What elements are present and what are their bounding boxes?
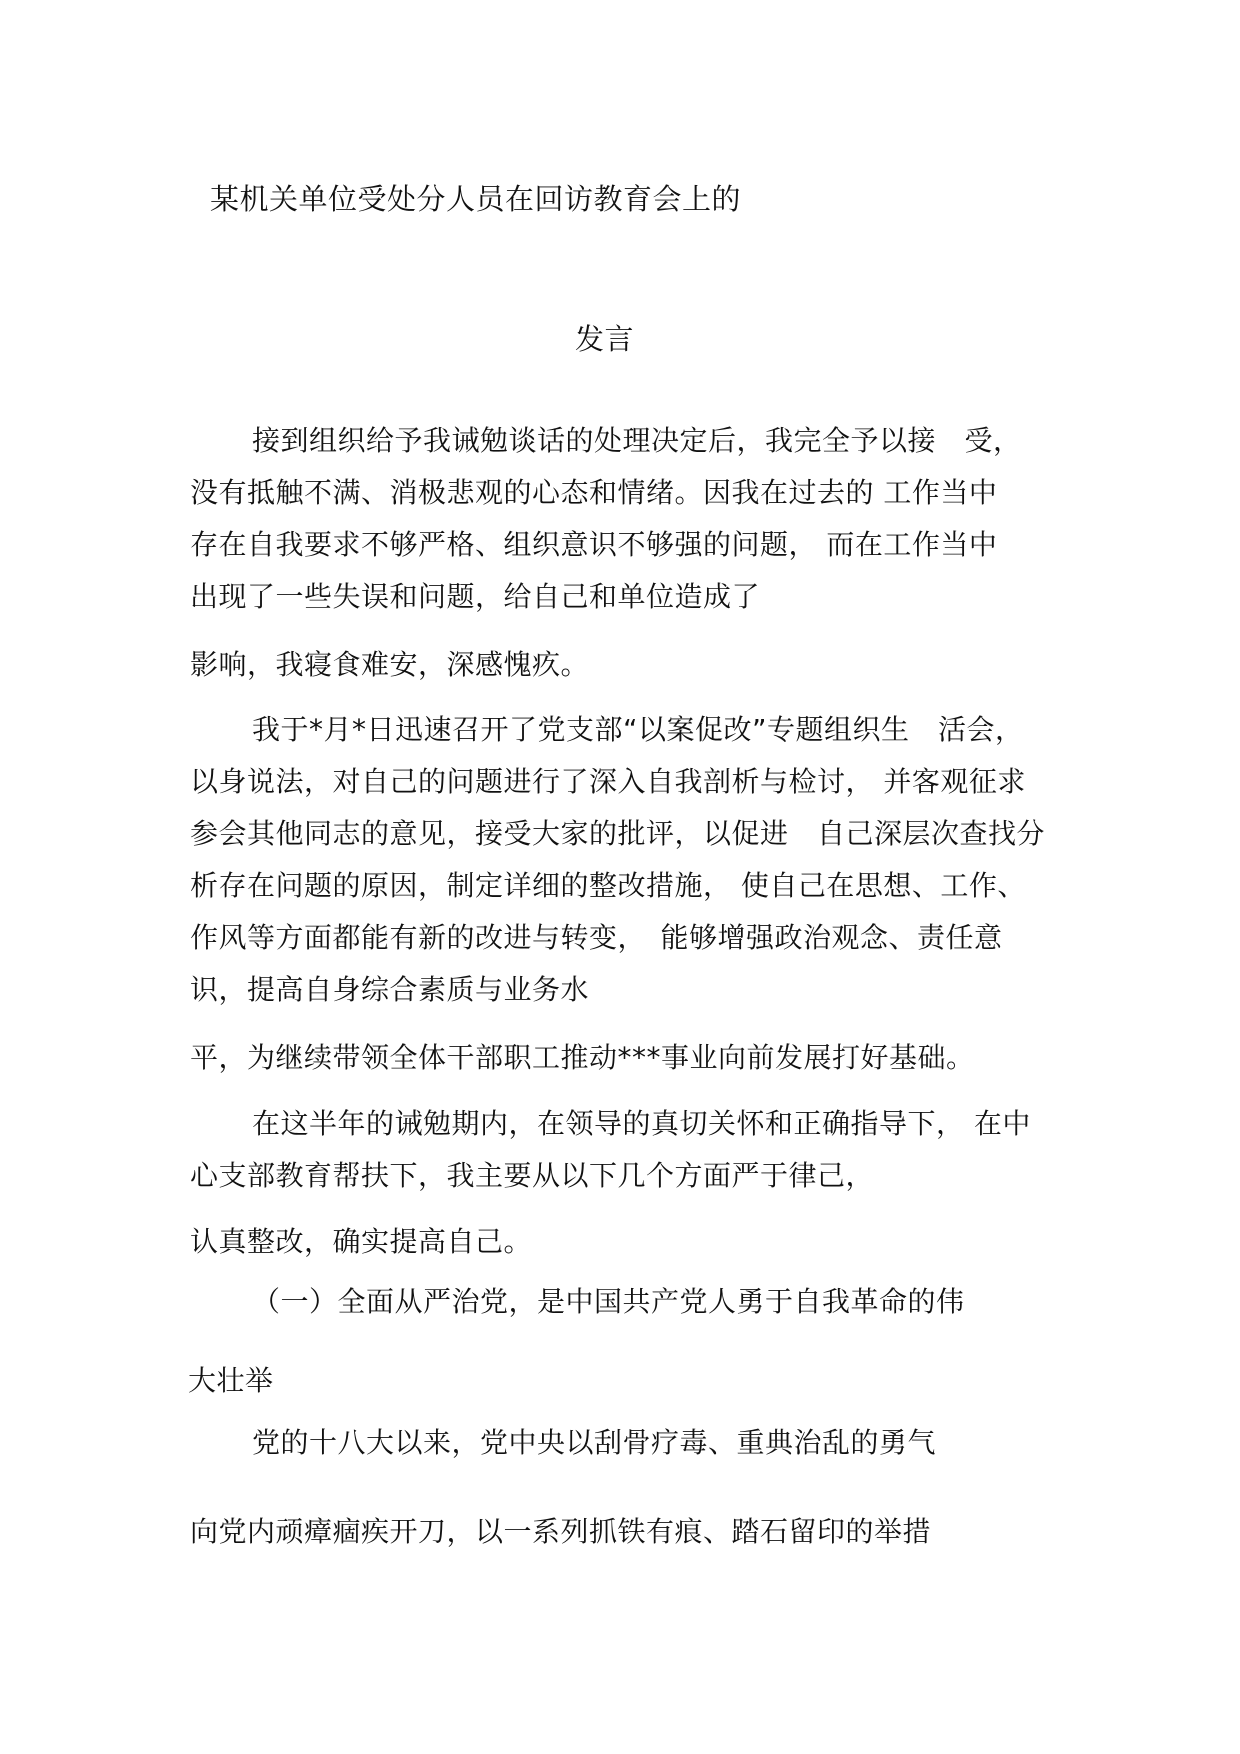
body-line: 接到组织给予我诫勉谈话的处理决定后，我完全予以接 受， (252, 424, 1022, 457)
body-line: 作风等方面都能有新的改进与转变， 能够增强政治观念、责任意 (190, 921, 1003, 954)
section-heading: （一）全面从严治党，是中国共产党人勇于自我革命的伟 (252, 1285, 965, 1318)
body-line: 我于*月*日迅速召开了党支部“以案促改”专题组织生 活会， (252, 713, 1024, 746)
body-line: 析存在问题的原因，制定详细的整改措施， 使自己在思想、工作、 (190, 869, 1026, 902)
body-line: 存在自我要求不够严格、组织意识不够强的问题， 而在工作当中 (190, 528, 998, 561)
body-line: 参会其他同志的意见，接受大家的批评，以促进 自己深层次查找分 (190, 817, 1046, 850)
body-line: 向党内顽瘴痼疾开刀，以一系列抓铁有痕、踏石留印的举措 (190, 1515, 932, 1548)
body-line: 影响，我寝食难安，深感愧疚。 (190, 648, 590, 681)
body-line: 没有抵触不满、消极悲观的心态和情绪。因我在过去的 工作当中 (190, 476, 998, 509)
document-title-line-1: 某机关单位受处分人员在回访教育会上的 (210, 182, 742, 216)
body-line: 以身说法，对自己的问题进行了深入自我剖析与检讨， 并客观征求 (190, 765, 1026, 798)
body-line: 识，提高自身综合素质与业务水 (190, 973, 590, 1006)
document-title-line-2: 发言 (575, 322, 635, 356)
body-line: 认真整改，确实提高自己。 (190, 1225, 533, 1258)
body-line: 党的十八大以来，党中央以刮骨疗毒、重典治乱的勇气 (252, 1426, 937, 1459)
body-line: 出现了一些失误和问题，给自己和单位造成了 (190, 580, 761, 613)
body-line: 平，为继续带领全体干部职工推动***事业向前发展打好基础。 (190, 1041, 975, 1074)
body-line: 在这半年的诫勉期内，在领导的真切关怀和正确指导下， 在中 (252, 1107, 1031, 1140)
section-heading-continued: 大壮举 (188, 1364, 274, 1397)
body-line: 心支部教育帮扶下，我主要从以下几个方面严于律己， (190, 1159, 875, 1192)
